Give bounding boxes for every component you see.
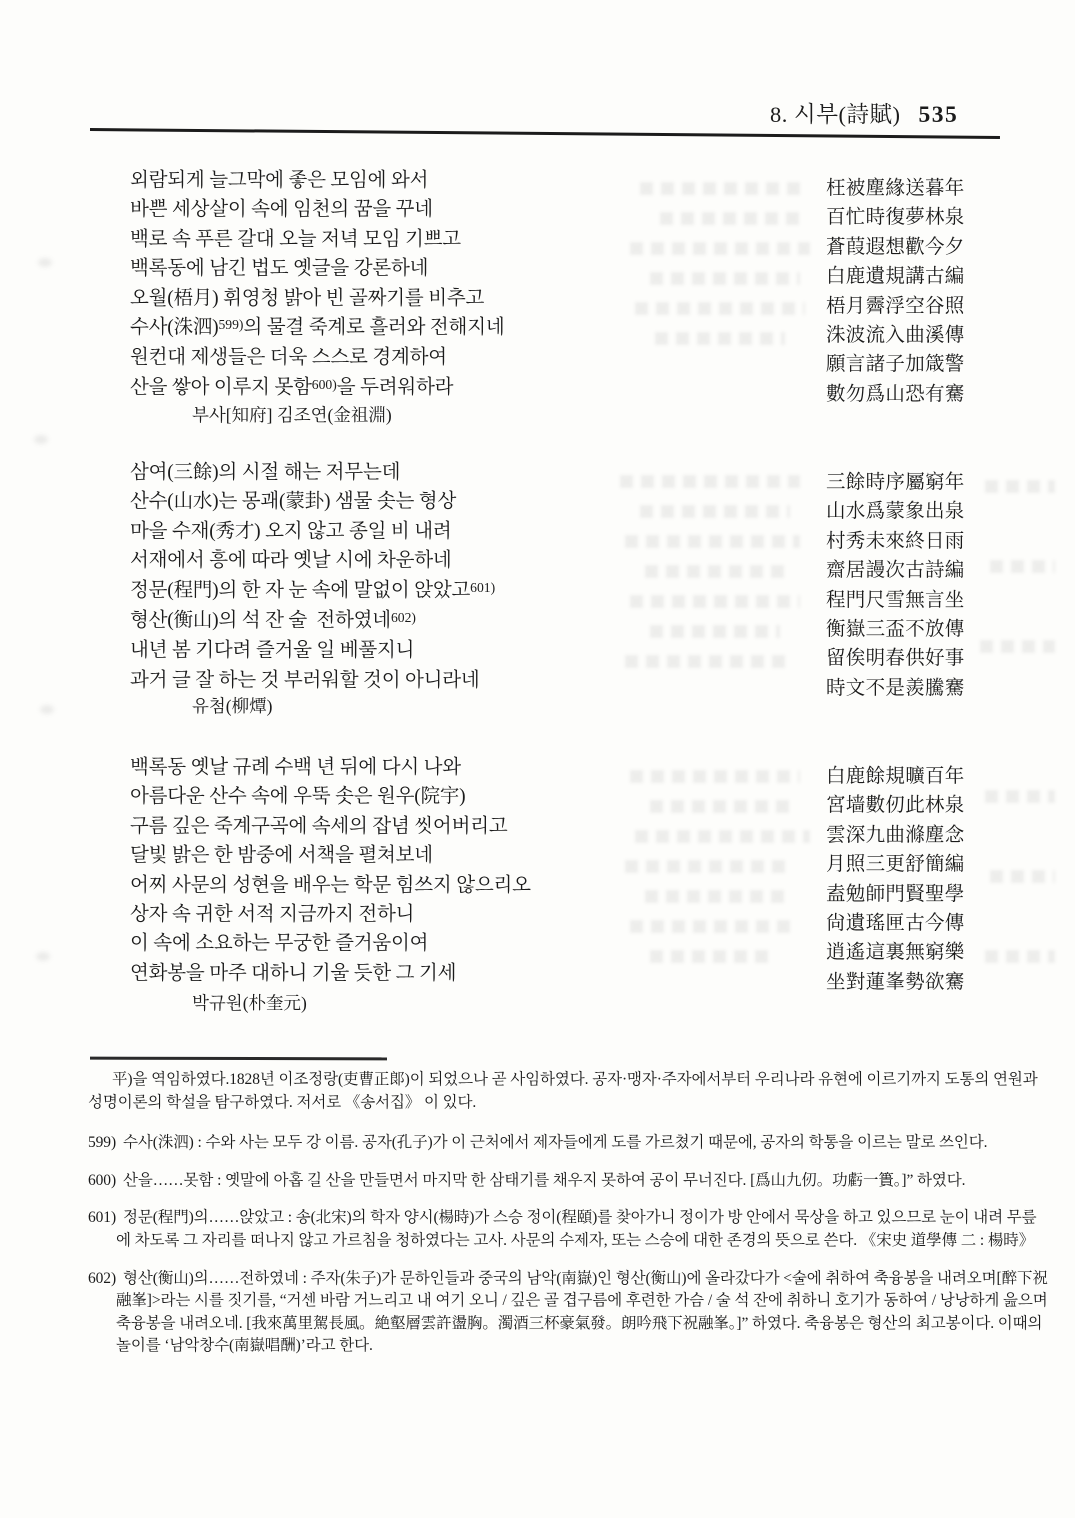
- footnote: [88, 1132, 1050, 1155]
- bleed-through-mark: [650, 950, 770, 963]
- scan-smudge: [38, 258, 52, 267]
- bleed-through-mark: [635, 302, 805, 315]
- bleed-through-mark: [625, 535, 800, 548]
- bleed-through-mark: [990, 870, 1055, 883]
- poem-line-korean: 이 속에 소요하는 무궁한 즐거움이여: [130, 933, 429, 955]
- poem-line-korean: 산을 쌓아 이루지 못함$^{600)}$을 두려워하라: [130, 376, 454, 398]
- bleed-through-mark: [660, 212, 800, 225]
- poem-line-korean: 과거 글 잘 하는 것 부러워할 것이 아니라네: [130, 669, 480, 691]
- bleed-through-mark: [630, 595, 800, 608]
- page-number: 535: [918, 102, 959, 128]
- bleed-through-mark: [650, 272, 800, 285]
- scan-smudge: [40, 705, 54, 714]
- scan-smudge: [34, 435, 48, 444]
- bleed-through-mark: [985, 950, 1055, 963]
- poem-line-chinese: 時文不是羨騰騫: [826, 677, 965, 699]
- poem-line-chinese: 數勿爲山恐有騫: [826, 383, 965, 405]
- poem-attribution: 유첨(柳燂): [192, 696, 273, 716]
- poem-line-chinese: 梧月霽浮空谷照: [826, 295, 965, 317]
- poem-line-chinese: 齋居謾次古詩編: [826, 560, 965, 582]
- bleed-through-mark: [650, 625, 780, 638]
- footnote-text: 산을……못함 : 옛말에 아홉 길 산을 만들면서 마지막 한 삼태기를 채우지 못하여 공이 무너진다. [爲山九仞。功虧一簣。]” 하였다.: [123, 1171, 966, 1189]
- poem-line-korean: 상자 속 귀한 서적 지금까지 전하니: [130, 904, 415, 926]
- footnote-text: 수사(洙泗) : 수와 사는 모두 강 이름. 공자(孔子)가 이 근처에서 제자들에게 도를 가르쳤기 때문에, 공자의 학통을 이르는 말로 쓰인다.: [123, 1134, 988, 1152]
- bleed-through-mark: [990, 560, 1055, 573]
- bleed-through-mark: [625, 860, 785, 873]
- bleed-through-mark: [635, 830, 810, 843]
- footnote-number: 599): [88, 1134, 117, 1152]
- bleed-through-mark: [645, 565, 785, 578]
- poem-3-korean: [130, 753, 531, 988]
- poem-1-chinese: [826, 174, 965, 409]
- poem-2-korean: [130, 458, 495, 695]
- poem-line-chinese: 願言諸子加箴警: [826, 354, 965, 376]
- poem-line-chinese: 坐對蓮峯勢欲騫: [826, 971, 965, 993]
- poem-line-chinese: 程門尺雪無言坐: [826, 589, 965, 611]
- bleed-through-mark: [980, 640, 1055, 653]
- bleed-through-mark: [640, 505, 790, 518]
- poem-line-chinese: 村秀未來終日雨: [826, 530, 965, 552]
- poem-line-korean: 바쁜 세상살이 속에 임천의 꿈을 꾸네: [130, 199, 433, 221]
- bleed-through-mark: [985, 790, 1055, 803]
- poem-line-chinese: 枉被塵緣送暮年: [826, 178, 965, 199]
- footnote-text: 형산(衡山)의……전하였네 : 주자(朱子)가 문하인들과 중국의 남악(南嶽)인 형산(衡山)에 올라갔다가 <술에 취하여 축융봉을 내려오며[醉下祝融峯]>라는 시를 짓기를, “거센 바람 거느리고 내 여기 오니 / 깊은 골 겹구름에 후련한 가슴 / 술 석 잔에 취하니 호기가 동하여 / 낭낭하게 읊으며 축융봉을 내려오네. [我來萬里駕長風。絶壑層雲許盪胸。濁酒三杯豪氣發。朗吟飛下祝融峯。]” 하였다. 축융봉은 형산의 최고봉이다. 이때의 놀이를 ‘남악창수(南嶽唱酬)’라고 한다.: [116, 1269, 1048, 1355]
- poem-line-korean: 연화봉을 마주 대하니 기울 듯한 그 기세: [130, 962, 457, 984]
- poem-line-korean: 수사(洙泗)$^{599)}$의 물결 죽계로 흘러와 전해지네: [130, 317, 505, 339]
- footnote-number: 601): [88, 1209, 117, 1227]
- poem-line-korean: 원컨대 제생들은 더욱 스스로 경계하여: [130, 347, 447, 369]
- poem-line-chinese: 白鹿遺規講古編: [826, 266, 965, 288]
- bleed-through-mark: [630, 920, 795, 933]
- bleed-through-mark: [645, 890, 785, 903]
- poem-line-korean: 달빛 밝은 한 밤중에 서책을 펼쳐보네: [130, 845, 433, 867]
- footnote: [88, 1268, 1050, 1358]
- header-rule: [90, 128, 1000, 139]
- footnote-continuation: 平)을 역임하였다.1828년 이조정랑(吏曹正郞)이 되었으나 곧 사임하였다. 공자·맹자·주자에서부터 우리나라 유현에 이르기까지 도통의 연원과 성명이론의 학설을 탐구하였다. 저서로 《송서집》 이 있다.: [88, 1071, 1038, 1111]
- poem-line-chinese: 留俟明春供好事: [826, 648, 965, 670]
- poem-line-chinese: 蒼葭遐想歡今夕: [826, 236, 965, 258]
- bleed-through-mark: [625, 655, 785, 668]
- poem-line-korean: 산수(山水)는 몽괘(蒙卦) 샘물 솟는 형상: [130, 491, 457, 513]
- poem-line-korean: 정문(程門)의 한 자 눈 속에 말없이 앉았고$^{601)}$: [130, 579, 496, 601]
- bleed-through-mark: [630, 770, 800, 783]
- poem-line-chinese: 雲深九曲滌塵念: [826, 824, 965, 846]
- bleed-through-mark: [650, 800, 790, 813]
- bleed-through-mark: [630, 242, 810, 255]
- poem-line-korean: 백록동 옛날 규례 수백 년 뒤에 다시 나와: [130, 757, 461, 778]
- poem-line-chinese: 盍勉師門賢聖學: [826, 883, 965, 905]
- poem-1-korean: [130, 166, 504, 403]
- poem-line-korean: 어찌 사문의 성현을 배우는 학문 힘쓰지 않으리오: [130, 874, 531, 896]
- scan-smudge: [36, 952, 50, 961]
- bleed-through-mark: [985, 480, 1055, 493]
- poem-2-chinese: [826, 468, 965, 703]
- poem-3-chinese: [826, 762, 965, 997]
- poem-line-chinese: 百忙時復夢林泉: [826, 207, 965, 229]
- poem-line-chinese: 山水爲蒙象出泉: [826, 501, 965, 523]
- poem-line-chinese: 尙遺瑤匣古今傳: [826, 913, 965, 935]
- bleed-through-mark: [655, 332, 785, 345]
- poem-attribution: 박규원(朴奎元): [192, 993, 307, 1013]
- footnote-text: 정문(程門)의……앉았고 : 송(北宋)의 학자 양시(楊時)가 스승 정이(程頤)를 찾아가니 정이가 방 안에서 묵상을 하고 있으므로 눈이 내려 무릎에 차도록 그 자리를 떠나지 않고 가르침을 청하였다는 고사. 사문의 수제자, 또는 스승에 대한 존경의 뜻으로 쓴다. 《宋史 道學傳 二 : 楊時》: [116, 1209, 1037, 1249]
- poem-line-chinese: 衡嶽三盃不放傳: [826, 619, 965, 641]
- poem-line-chinese: 月照三更舒簡編: [826, 854, 965, 876]
- poem-line-chinese: 白鹿餘規曠百年: [826, 766, 965, 787]
- footnote-number: 602): [88, 1269, 117, 1287]
- poem-line-korean: 마을 수재(秀才) 오지 않고 종일 비 내려: [130, 520, 452, 542]
- footnote-number: 600): [88, 1171, 117, 1189]
- poem-line-chinese: 三餘時序屬窮年: [826, 472, 965, 493]
- poem-line-korean: 형산(衡山)의 석 잔 술 전하였네$^{602)}$: [130, 610, 416, 632]
- poem-line-korean: 삼여(三餘)의 시절 해는 저무는데: [130, 462, 401, 483]
- poem-line-chinese: 洙波流入曲溪傳: [826, 325, 965, 347]
- poem-line-korean: 내년 봄 기다려 즐거울 일 베풀지니: [130, 640, 415, 662]
- poem-line-chinese: 逍遙這裏無窮樂: [826, 942, 965, 964]
- poem-line-korean: 아름다운 산수 속에 우뚝 솟은 원우(院宇): [130, 786, 466, 808]
- poem-line-korean: 외람되게 늘그막에 좋은 모임에 와서: [130, 170, 429, 191]
- poem-line-korean: 구름 깊은 죽계구곡에 속세의 잡념 씻어버리고: [130, 815, 508, 837]
- footnote-separator-rule: [90, 1057, 387, 1060]
- poem-line-korean: 백로 속 푸른 갈대 오늘 저녁 모임 기쁘고: [130, 228, 461, 250]
- running-header: [770, 97, 958, 129]
- poem-line-chinese: 宮墙數仞此林泉: [826, 795, 965, 817]
- poem-line-korean: 백록동에 남긴 법도 옛글을 강론하네: [130, 258, 429, 280]
- poem-attribution: 부사[知府] 김조연(金祖淵): [192, 405, 392, 425]
- bleed-through-mark: [620, 475, 800, 488]
- poem-line-korean: 서재에서 흥에 따라 옛날 시에 차운하네: [130, 550, 452, 572]
- bleed-through-mark: [640, 182, 800, 195]
- footnotes-block: [88, 1069, 1050, 1373]
- footnote: [88, 1170, 1050, 1193]
- footnote: [88, 1207, 1050, 1252]
- section-title: 8. 시부(詩賦): [770, 102, 901, 127]
- poem-line-korean: 오월(梧月) 휘영청 밝아 빈 골짜기를 비추고: [130, 287, 485, 309]
